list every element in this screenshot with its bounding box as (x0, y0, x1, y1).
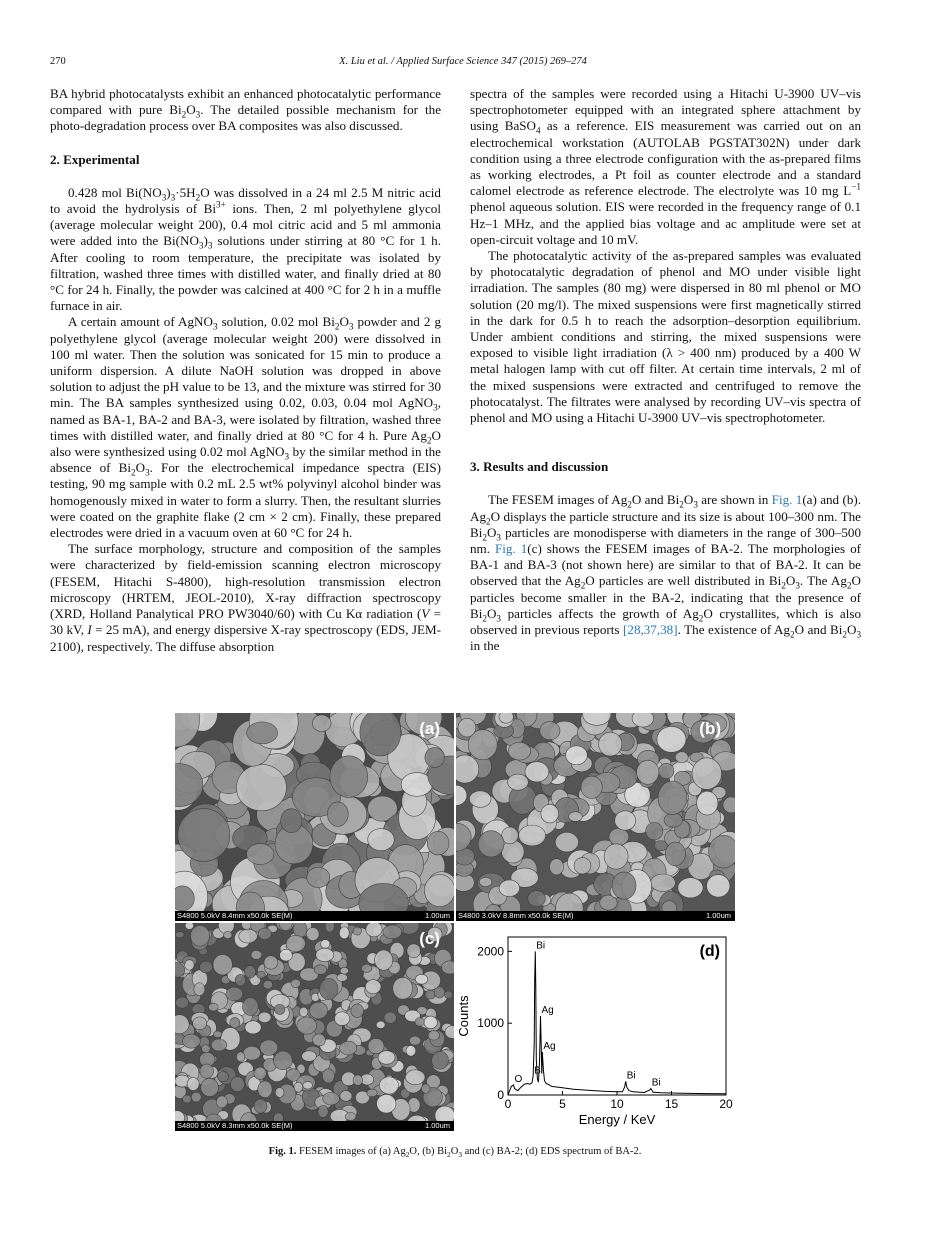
left-column (50, 86, 441, 655)
sem-info-bar: S4800 5.0kV 8.3mm x50.0k SE(M) 1.00um (175, 1121, 454, 1131)
y-tick-label: 2000 (477, 944, 504, 959)
paragraph-photocatalytic-activity: The photocatalytic activity of the as-prepared samples was evaluated by photocatalytic degradation of phenol and MO under visible light irradiation. The samples (80 mg) were dispersed in 80 ml phenol or MO solution (20 mg/l). The mixed suspensions were first magnetically stirred in the dark for 0.5 h to reach the adsorption–desorption equilibrium. Under ambient conditions and stirring, the mixed suspensions were exposed to visible light irradiation (λ > 400 nm) produced by a 400 W metal halogen lamp with cut off filter. At certain time intervals, 2 ml of the mixed suspensions were extracted and centrifuged to remove the photocatalyst. The filtrates were analysed by recording UV–vis spectra of phenol and MO using a Hitachi U-3900 UV–vis spectrophotometer. (470, 248, 861, 426)
peak-label: O (514, 1073, 523, 1085)
eds-spectrum-panel (456, 923, 735, 1131)
sem-image-c (175, 923, 454, 1131)
x-tick-label: 5 (559, 1097, 566, 1111)
peak-label: Bi (651, 1077, 661, 1089)
figure-link[interactable]: Fig. 1 (771, 492, 803, 508)
intro-tail-paragraph: BA hybrid photocatalysts exhibit an enhanced photocatalytic performance compared with pure $Bi_2O_3$. The detailed possible mechanism for the photo-degradation process over BA composites was also discussed. (50, 86, 442, 134)
section-heading-experimental: 2. Experimental (50, 151, 140, 167)
figure-link[interactable]: Fig. 1 (495, 541, 528, 557)
figure-caption: Fig. 1. FESEM images of (a) $Ag_2O$, (b) $Bi_2O_3$ and (c) BA-2; (d) EDS spectrum of BA-2. (268, 1146, 642, 1160)
section-heading-results: 3. Results and discussion (470, 459, 609, 475)
peak-label: Bi (536, 940, 546, 952)
paragraph-characterization: The surface morphology, structure and composition of the samples were characterized by field-emission scanning electron microscopy (FESEM, Hitachi S-4800), high-resolution transmission electron microscopy (HRTEM, JEOL-2010), X-ray diffraction spectroscopy (XRD, Holland Panalytical PRO PW3040/60) with Cu Kα radiation (V = 30 kV, I = 25 mA), and energy dispersive X-ray spectroscopy (EDS, JEM-2100), respectively. The diffuse absorption (50, 541, 441, 654)
citation-link[interactable]: [28,37,38] (623, 622, 678, 638)
eds-chart (456, 923, 735, 1131)
sem-image-b (456, 713, 735, 921)
panel-label-d: (d) (699, 943, 720, 960)
right-column (470, 86, 861, 655)
x-tick-label: 0 (504, 1097, 512, 1111)
paragraph-ba-synthesis: A certain amount of AgNO$_3$ solution, 0.02 mol $Bi_2O_3$ powder and 2 g polyethylene glycol (average molecular weight 200) were dissolved in 100 ml water. Then the solution was sonicated for 15 min to produce a uniform dispersion. A dilute NaOH solution was dropped in above solution to adjust the pH value to be 13, and the mixture was stirred for 30 min. The BA samples synthesized using 0.02, 0.03, 0.04 mol AgNO$_3$, named as BA-1, BA-2 and BA-3, were isolated by filtration, washed three times with distilled water, and finally dried at 80 °C for 4 h. Pure $Ag_2O$ also were synthesized using 0.02 mol AgNO$_3$ by the similar method in the absence of $Bi_2O_3$. For the electrochemical impedance spectra (EIS) testing, 90 mg sample with 0.2 mL 2.5 wt% polyvinyl alcohol binder was homogenously mixed in water to form a slurry. Then, the resultant slurries were coated on the graphite flake (2 cm × 2 cm). Finally, these prepared electrodes were dried in a vacuum oven at 60 °C for 24 h. (50, 314, 441, 541)
peak-label: Ag (543, 1040, 556, 1052)
y-tick-label: 1000 (477, 1016, 504, 1031)
x-tick-label: 10 (610, 1097, 624, 1111)
x-tick-label: 15 (664, 1097, 679, 1111)
x-axis-label: Energy / KeV (578, 1112, 656, 1127)
y-tick-label: 0 (497, 1088, 504, 1102)
paragraph-fesem-results: The FESEM images of $Ag_2O$ and $Bi_2O_3$ are shown in Fig. 1(a) and (b). $Ag_2O$ displays the particle structure and its size is about 100–300 nm. The $Bi_2O_3$ particles are monodisperse with diameters in the range of 300–500 nm. Fig. 1(c) shows the FESEM images of BA-2. The morphologies of BA-1 and BA-3 (not shown here) are similar to that of BA-2. It can be observed that the $Ag_2O$ particles are well distributed in $Bi_2O_3$. The $Ag_2O$ particles become smaller in the BA-2, indicating that the presence of $Bi_2O_3$ particles affects the growth of $Ag_2O$ crystallites, which is also observed in previous reports [28,37,38]. The existence of $Ag_2O$ and $Bi_2O_3$ in the (470, 492, 862, 654)
sem-image-a (175, 713, 454, 921)
panel-label-a: (a) (419, 719, 440, 738)
paragraph-spectra: spectra of the samples were recorded using a Hitachi U-3900 UV–vis spectrophotometer equipped with an integrated sphere attachment by using BaSO$_4$ as a reference. EIS measurement was carried out on an electrochemical workstation (AUTOLAB PGSTAT302N) under dark condition using a three electrode configuration with the as-prepared films as working electrodes, a Pt foil as counter electrode and a standard calomel electrode as reference electrode. The electrolyte was 10 mg $L^{-1}$ phenol aqueous solution. EIS were recorded in the frequency range of 0.1 Hz–1 MHz, and the applied bias voltage and ac amplitude were set at open-circuit voltage and 10 mV. (470, 86, 861, 247)
x-tick-label: 20 (719, 1097, 733, 1111)
peak-label: Bi (534, 1065, 543, 1077)
running-title: X. Liu et al. / Applied Surface Science 347 (2015) 269–274 (339, 56, 587, 67)
page-header (0, 56, 926, 70)
panel-label-b: (b) (699, 719, 721, 738)
page-number: 270 (50, 56, 66, 67)
paragraph-bi2o3-synthesis: 0.428 mol $Bi(NO_3)_3\cdot 5H_2O$ was dissolved in a 24 ml 2.5 M nitric acid to avoid the hydrolysis of $Bi^{3+}$ ions. Then, 2 ml polyethylene glycol (average molecular weight 200), 0.4 mol citric acid and 5 ml ammonia were added into the $Bi(NO_3)_3$ solutions under stirring at 80 °C for 1 h. After cooling to room temperature, the precipitate was isolated by filtration, washed three times with distilled water, and finally dried at 80 °C for 24 h. Finally, the powder was calcined at 400 °C for 2 h in a muffle furnace in air. (50, 184, 441, 314)
y-axis-label: Counts (456, 995, 471, 1037)
figure-1 (175, 713, 735, 1131)
peak-label: Bi (626, 1070, 636, 1082)
sem-info-bar: S4800 5.0kV 8.4mm x50.0k SE(M) 1.00um (175, 911, 454, 921)
panel-label-c: (c) (419, 929, 440, 948)
sem-info-bar: S4800 3.0kV 8.8mm x50.0k SE(M) 1.00um (456, 911, 735, 921)
peak-label: Ag (541, 1005, 554, 1016)
